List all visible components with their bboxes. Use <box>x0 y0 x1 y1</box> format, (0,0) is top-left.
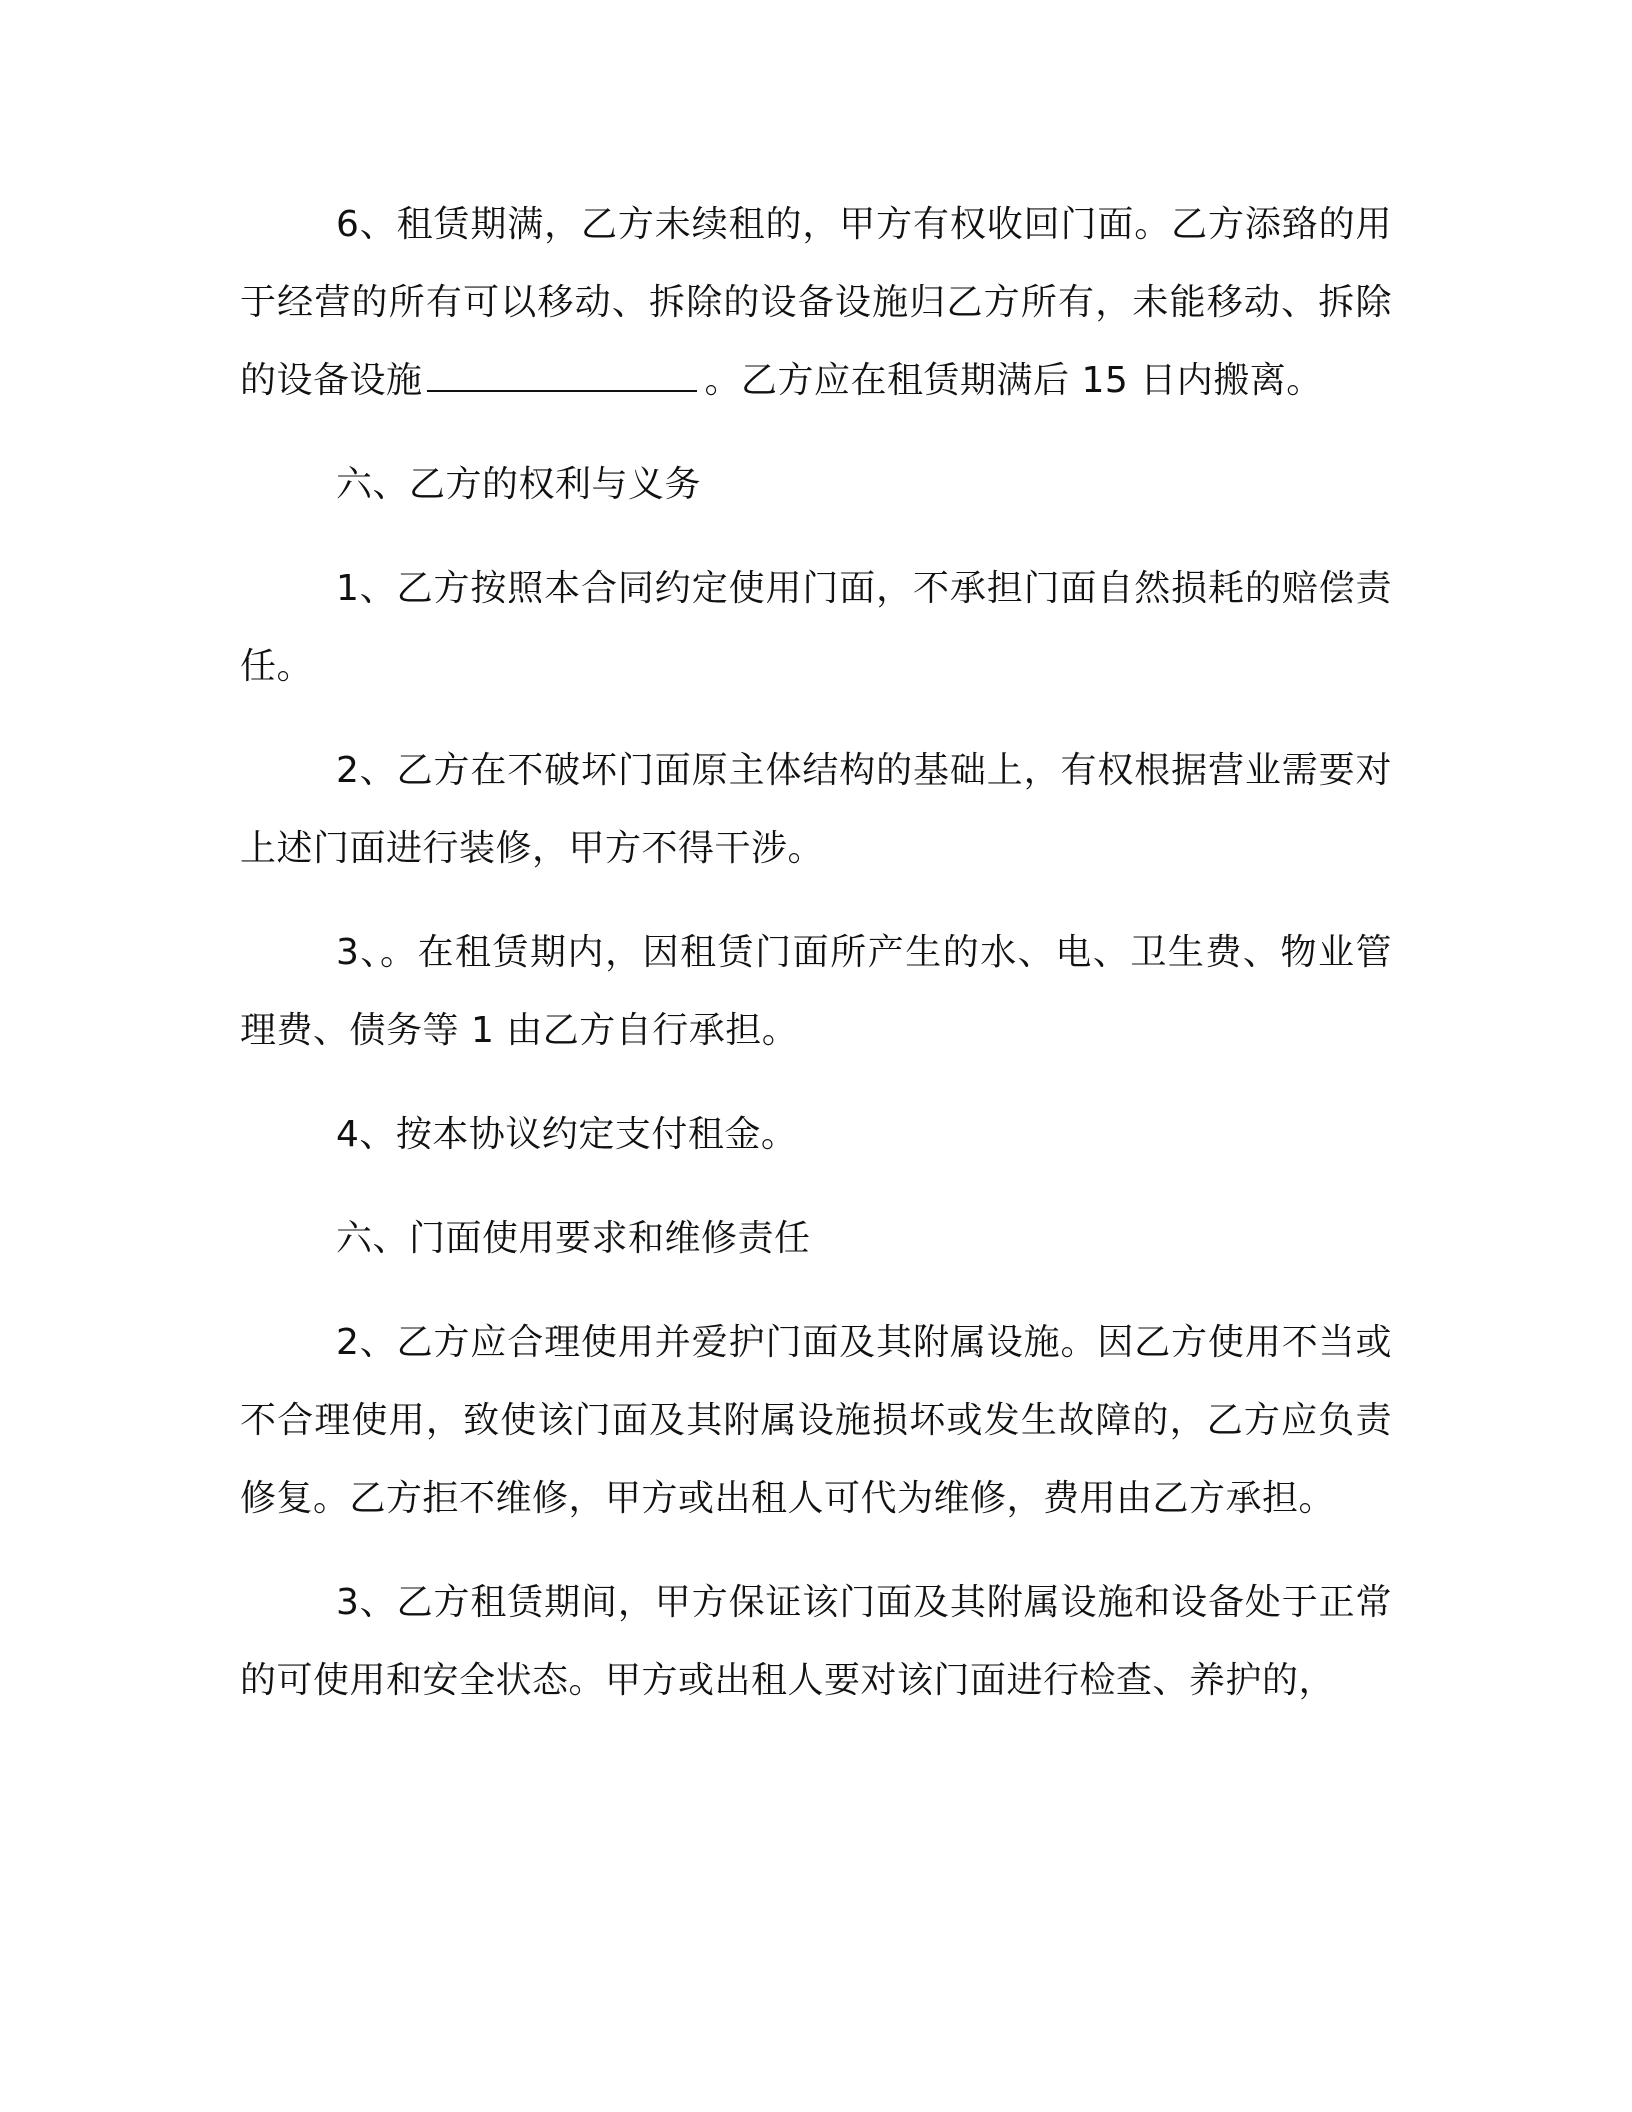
paragraph-lease-expiry-tail: 。乙方应在租赁期满后 15 日内搬离。 <box>704 360 1323 401</box>
paragraph-tenant-right-1: 1、乙方按照本合同约定使用门面，不承担门面自然损耗的赔偿责任。 <box>240 568 1392 687</box>
section-heading-tenant-rights: 六、乙方的权利与义务 <box>336 464 702 505</box>
section-heading-usage-maintenance: 六、门面使用要求和维修责任 <box>336 1218 811 1259</box>
paragraph-tenant-right-4: 4、按本协议约定支付租金。 <box>336 1114 798 1155</box>
paragraph-maintenance-3: 3、乙方租赁期间，甲方保证该门面及其附属设施和设备处于正常的可使用和安全状态。甲方或出租人要对该门面进行检查、养护的， <box>240 1582 1392 1701</box>
paragraph-lease-expiry <box>240 186 1392 420</box>
paragraph-lease-expiry-text: 6、租赁期满，乙方未续租的，甲方有权收回门面。乙方添臵的用于经营的所有可以移动、拆除的设备设施归乙方所有，未能移动、拆除的设备设施 <box>240 204 1392 401</box>
document-body <box>240 186 1392 1746</box>
paragraph-tenant-right-2: 2、乙方在不破坏门面原主体结构的基础上，有权根据营业需要对上述门面进行装修，甲方不得干涉。 <box>240 750 1392 869</box>
fill-in-blank <box>427 360 697 392</box>
paragraph-maintenance-2: 2、乙方应合理使用并爱护门面及其附属设施。因乙方使用不当或不合理使用，致使该门面及其附属设施损坏或发生故障的，乙方应负责修复。乙方拒不维修，甲方或出租人可代为维修，费用由乙方承担。 <box>240 1322 1392 1519</box>
paragraph-tenant-right-3: 3、。在租赁期内，因租赁门面所产生的水、电、卫生费、物业管理费、债务等 1 由乙方自行承担。 <box>240 932 1392 1051</box>
